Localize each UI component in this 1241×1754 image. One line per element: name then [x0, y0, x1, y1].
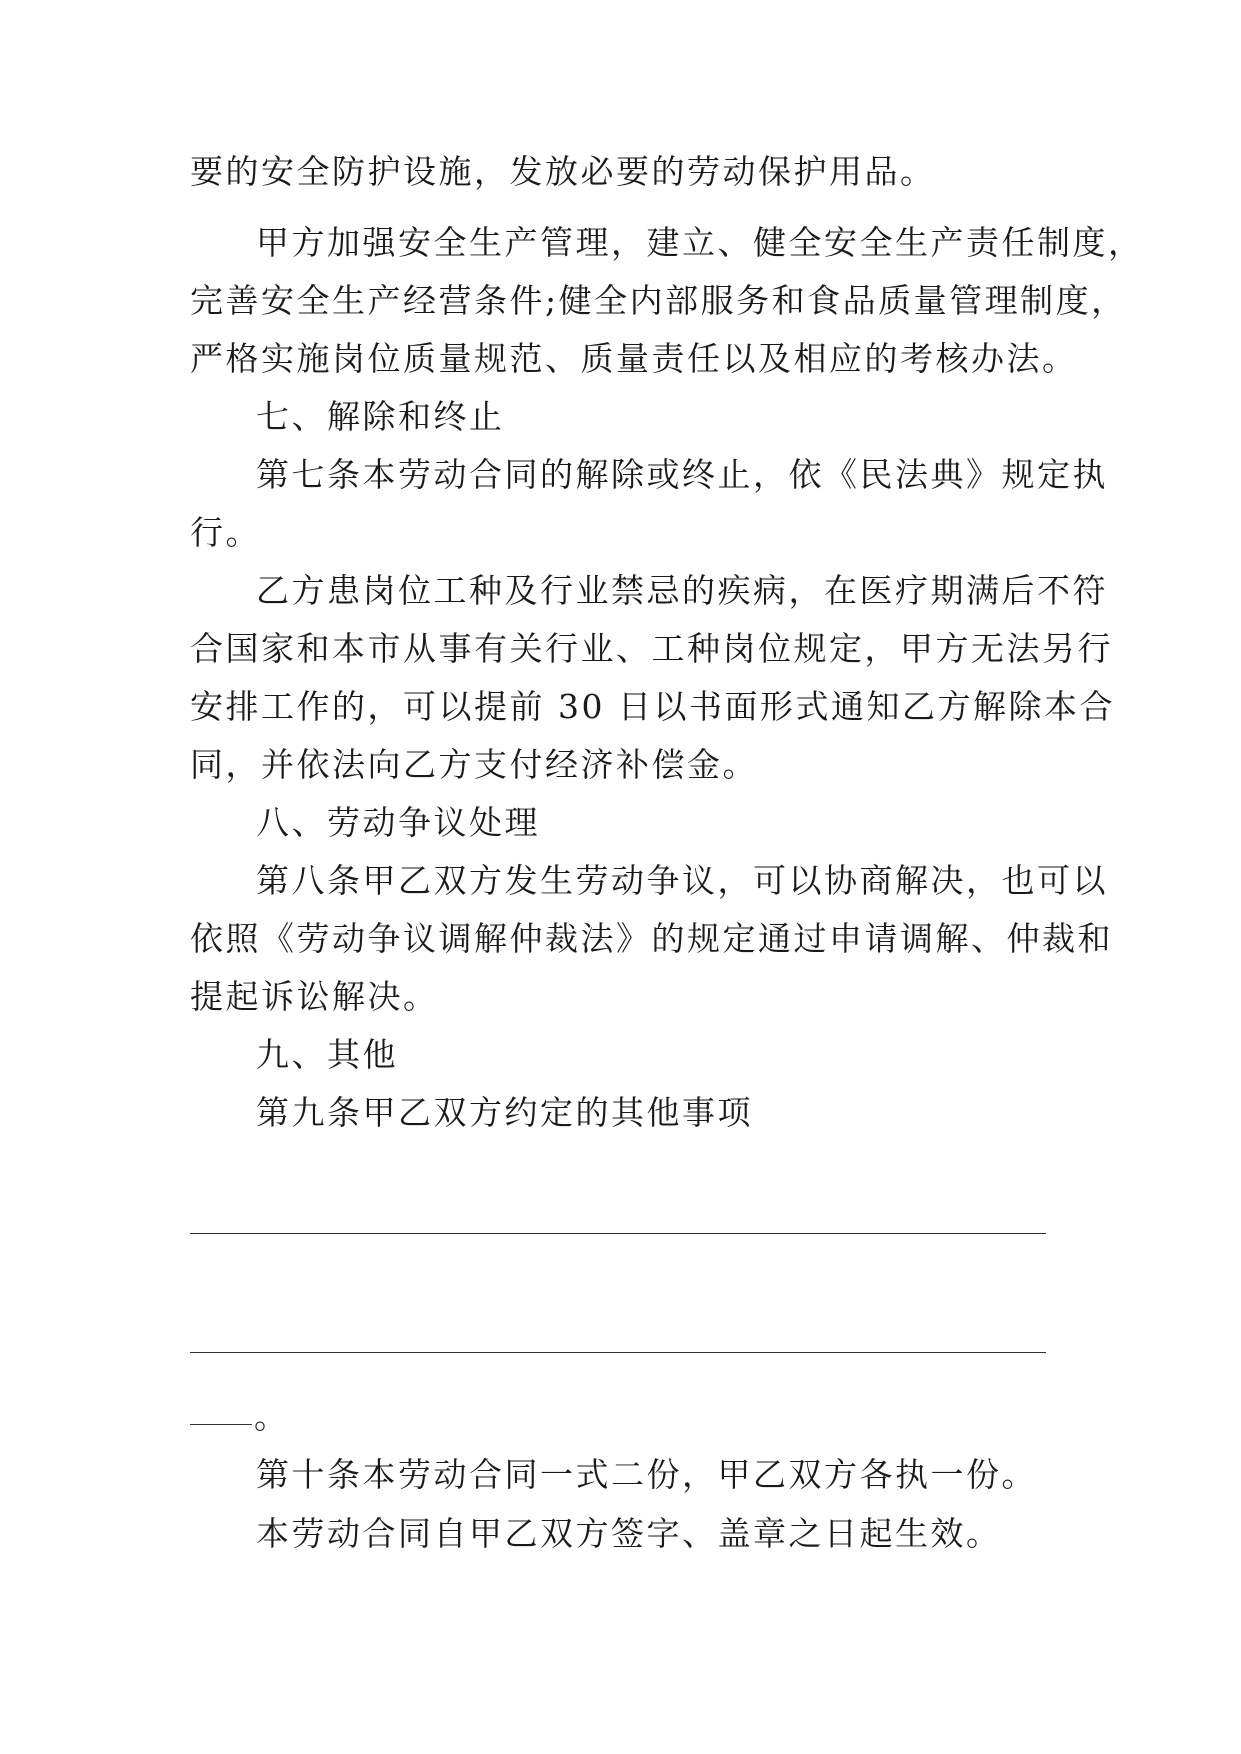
body-line: 本劳动合同自甲乙双方签字、盖章之日起生效。	[256, 1514, 1002, 1553]
section-heading: 九、其他	[256, 1035, 398, 1074]
body-line: 乙方患岗位工种及行业禁忌的疾病，在医疗期满后不符	[256, 571, 1108, 610]
body-line: 要的安全防护设施，发放必要的劳动保护用品。	[190, 152, 936, 191]
body-line: 安排工作的，可以提前 30 日以书面形式通知乙方解除本合	[190, 687, 1115, 726]
body-line: 第九条甲乙双方约定的其他事项	[256, 1093, 753, 1132]
blank-terminator: 。	[254, 1397, 290, 1436]
section-heading: 八、劳动争议处理	[256, 803, 540, 842]
body-line: 第八条甲乙双方发生劳动争议，可以协商解决，也可以	[256, 861, 1108, 900]
body-line: 严格实施岗位质量规范、质量责任以及相应的考核办法。	[190, 339, 1078, 378]
body-line: 依照《劳动争议调解仲裁法》的规定通过申请调解、仲裁和	[190, 919, 1113, 958]
fill-in-rule-short	[190, 1424, 252, 1425]
body-line: 行。	[190, 513, 261, 552]
body-line: 第十条本劳动合同一式二份，甲乙双方各执一份。	[256, 1455, 1037, 1494]
body-line: 完善安全生产经营条件;健全内部服务和食品质量管理制度，	[190, 281, 1127, 320]
body-line: 同，并依法向乙方支付经济补偿金。	[190, 745, 758, 784]
body-line: 第七条本劳动合同的解除或终止，依《民法典》规定执	[256, 455, 1108, 494]
body-line: 合国家和本市从事有关行业、工种岗位规定，甲方无法另行	[190, 629, 1113, 668]
fill-in-rule	[190, 1352, 1046, 1353]
body-line: 提起诉讼解决。	[190, 977, 439, 1016]
fill-in-rule	[190, 1233, 1046, 1234]
body-line: 甲方加强安全生产管理，建立、健全安全生产责任制度，	[256, 223, 1144, 262]
section-heading: 七、解除和终止	[256, 397, 505, 436]
